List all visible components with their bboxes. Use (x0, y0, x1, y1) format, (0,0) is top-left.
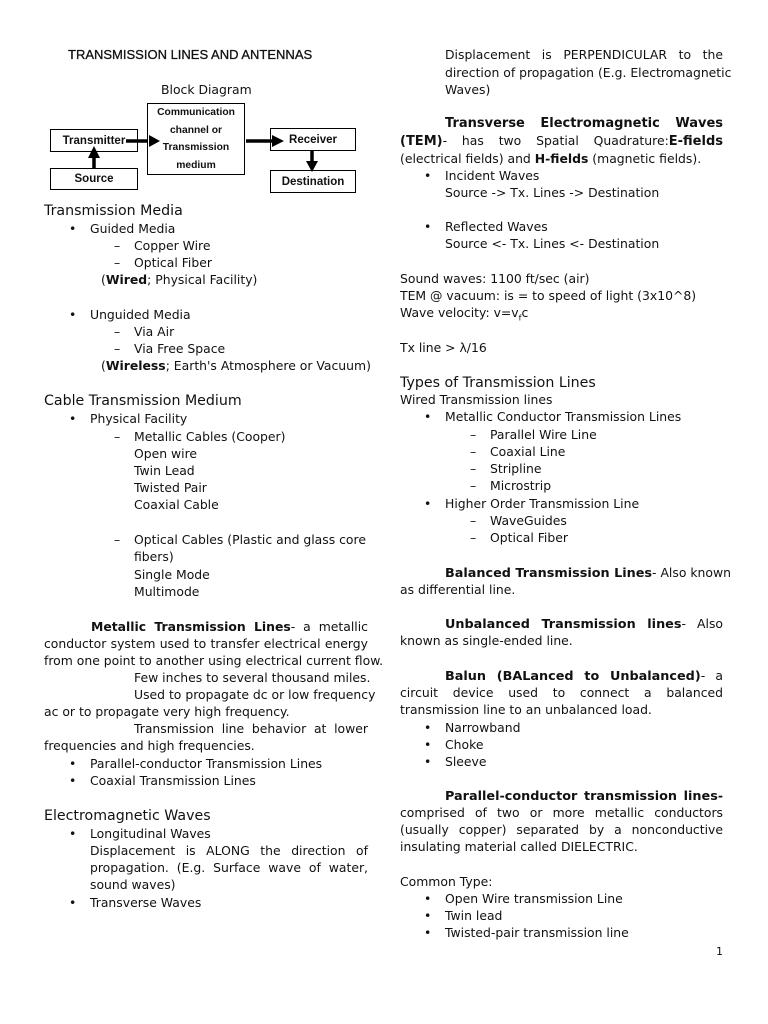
parallel-wire-item: – Parallel Wire Line (490, 426, 597, 443)
via-air-item: – Via Air (134, 323, 174, 340)
metallic-def-line-2: conductor system used to transfer electrical energy (44, 636, 368, 651)
arrow-rx-to-destination-head (306, 161, 318, 172)
perpendicular-line-1: Displacement is PERPENDICULAR to the (445, 47, 723, 62)
copper-wire-item: – Copper Wire (134, 237, 211, 254)
twisted-pair-tl-item: • Twisted-pair transmission line (445, 924, 629, 941)
arrow-tx-to-channel-head (149, 135, 160, 147)
optical-fiber-item-right: – Optical Fiber (490, 529, 568, 546)
stripline-item: – Stripline (490, 460, 542, 477)
incident-path: Source -> Tx. Lines -> Destination (445, 185, 660, 200)
channel-line-3: Transmission (162, 142, 230, 153)
single-mode-item: Single Mode (134, 567, 210, 582)
types-heading: Types of Transmission Lines (400, 375, 596, 391)
twin-lead-tl-item: • Twin lead (445, 907, 502, 924)
block-diagram-arrows (0, 0, 400, 200)
tem-vacuum-line: TEM @ vacuum: is = to speed of light (3x10^8) (400, 288, 697, 303)
transverse-item: • Transverse Waves (90, 894, 201, 911)
longitudinal-item: • Longitudinal Waves (90, 825, 211, 842)
wired-note: (Wired; Physical Facility) (101, 272, 258, 287)
tem-line-1: Transverse Electromagnetic Waves (445, 116, 723, 131)
longitudinal-line-2: propagation. (E.g. Surface wave of water, (90, 860, 368, 875)
cable-medium-heading: Cable Transmission Medium (44, 393, 242, 409)
longitudinal-line-3: sound waves) (90, 877, 176, 892)
higher-order-item: • Higher Order Transmission Line (445, 495, 639, 512)
wired-lines-label: Wired Transmission lines (400, 392, 553, 407)
reflected-path: Source <- Tx. Lines <- Destination (445, 236, 660, 251)
destination-box: Destination (270, 170, 356, 193)
open-wire-tl-item: • Open Wire transmission Line (445, 890, 623, 907)
perpendicular-line-3: Waves) (445, 82, 491, 97)
optical-cables-cont: fibers) (134, 549, 174, 564)
balun-line-1: Balun (BALanced to Unbalanced)- a (445, 668, 723, 684)
optical-fiber-item: – Optical Fiber (134, 254, 212, 271)
unbalanced-line-1: Unbalanced Transmission lines- Also (445, 616, 723, 632)
parallel-conductor-def-4: insulating material called DIELECTRIC. (400, 839, 638, 854)
parallel-conductor-def-1: Parallel-conductor transmission lines- (445, 788, 723, 804)
parallel-conductor-def-2: comprised of two or more metallic conductors (400, 805, 723, 820)
coaxial-lines-item: • Coaxial Transmission Lines (90, 772, 256, 789)
parallel-conductor-def-3: (usually copper) separated by a nonconductive (400, 822, 723, 837)
velocity-subscript: f (518, 313, 522, 323)
arrow-channel-to-rx-head (272, 135, 284, 147)
balanced-line-1: Balanced Transmission Lines- Also known (445, 565, 731, 581)
optical-cables-item: – Optical Cables (Plastic and glass core (134, 531, 366, 548)
coaxial-cable-item: Coaxial Cable (134, 497, 219, 512)
used-propagate-line-2: ac or to propagate very high frequency. (44, 704, 290, 719)
behavior-line-2: frequencies and high frequencies. (44, 738, 255, 753)
reflected-waves-item: • Reflected Waves (445, 218, 548, 235)
narrowband-item: • Narrowband (445, 719, 520, 736)
em-waves-heading: Electromagnetic Waves (44, 808, 211, 824)
choke-item: • Choke (445, 736, 483, 753)
channel-line-2: channel or (169, 124, 223, 136)
metallic-conductor-item: • Metallic Conductor Transmission Lines (445, 408, 681, 425)
multimode-item: Multimode (134, 584, 200, 599)
longitudinal-line-1: Displacement is ALONG the direction of (90, 843, 368, 858)
balanced-line-2: as differential line. (400, 582, 516, 597)
tem-line-3: (electrical fields) and H-fields (magnetic fields). (400, 151, 702, 166)
open-wire-item: Open wire (134, 446, 198, 461)
incident-waves-item: • Incident Waves (445, 167, 539, 184)
transmission-media-heading: Transmission Media (44, 203, 183, 219)
metallic-cables-item: – Metallic Cables (Cooper) (134, 428, 285, 445)
sound-waves-line: Sound waves: 1100 ft/sec (air) (400, 271, 590, 286)
channel-line-1: Communication (157, 107, 235, 118)
waveguides-item: – WaveGuides (490, 512, 567, 529)
transmitter-box: Transmitter (50, 129, 138, 152)
metallic-def-line-1: Metallic Transmission Lines- a metallic (91, 619, 368, 634)
balun-line-2: circuit device used to connect a balanced (400, 685, 723, 700)
via-free-space-item: – Via Free Space (134, 340, 225, 357)
balun-line-3: transmission line to an unbalanced load. (400, 702, 652, 717)
few-inches-line: Few inches to several thousand miles. (134, 670, 371, 685)
behavior-line-1: Transmission line behavior at lower (134, 721, 368, 736)
parallel-conductor-item: • Parallel-conductor Transmission Lines (90, 755, 322, 772)
tem-line-2: (TEM)- has two Spatial Quadrature:E-fields (400, 133, 723, 149)
sleeve-item: • Sleeve (445, 753, 487, 770)
page-number: 1 (716, 945, 723, 958)
document-title: TRANSMISSION LINES AND ANTENNAS (68, 47, 313, 62)
physical-facility-item: • Physical Facility (90, 410, 187, 427)
unguided-media-item: • Unguided Media (90, 306, 191, 323)
twin-lead-item: Twin Lead (134, 463, 195, 478)
wave-velocity-line: Wave velocity: $v=v_fc$ (400, 305, 529, 323)
source-box: Source (50, 168, 138, 190)
microstrip-item: – Microstrip (490, 477, 551, 494)
tx-line-rule: Tx line > λ/16 (400, 340, 487, 355)
twisted-pair-item: Twisted Pair (134, 480, 207, 495)
used-propagate-line-1: Used to propagate dc or low frequency (134, 687, 376, 702)
block-diagram-label: Block Diagram (161, 82, 252, 97)
channel-line-4: medium (176, 159, 216, 171)
unbalanced-line-2: known as single-ended line. (400, 633, 573, 648)
wireless-note: (Wireless; Earth's Atmosphere or Vacuum) (101, 358, 371, 373)
metallic-def-line-3: from one point to another using electrical current flow. (44, 653, 384, 668)
receiver-box: Receiver (270, 128, 356, 151)
arrow-source-to-tx-head (88, 146, 100, 158)
coaxial-line-item: – Coaxial Line (490, 443, 565, 460)
perpendicular-line-2: direction of propagation (E.g. Electromagnetic (445, 65, 732, 80)
common-type-label: Common Type: (400, 874, 493, 889)
guided-media-item: • Guided Media (90, 220, 175, 237)
